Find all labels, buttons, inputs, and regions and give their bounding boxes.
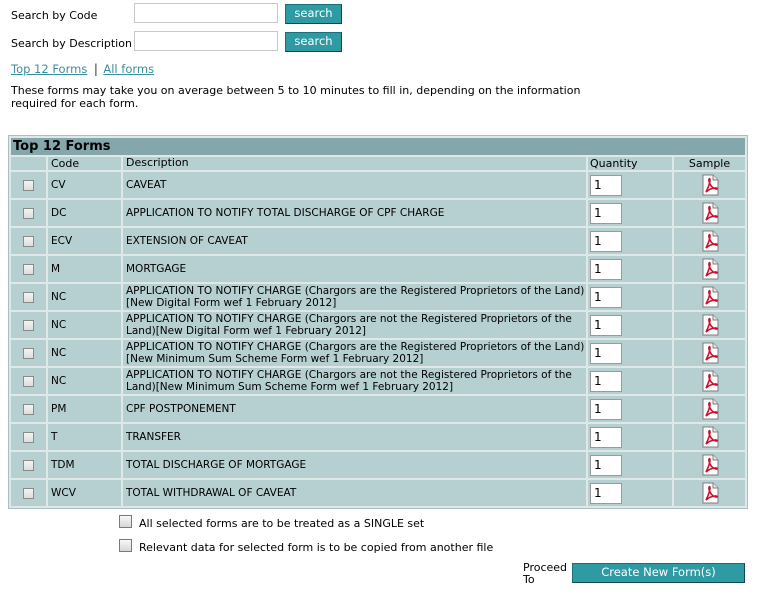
search-code-label: Search by Code (11, 9, 98, 22)
quantity-input[interactable] (590, 371, 622, 392)
quantity-input[interactable] (590, 259, 622, 280)
row-description: APPLICATION TO NOTIFY CHARGE (Chargors are the Registered Proprietors of the Land) [New Digital Form wef 1 February 2012] (123, 284, 586, 310)
proceed-label-line: Proceed (523, 561, 568, 574)
row-description: MORTGAGE (123, 256, 586, 282)
pdf-icon[interactable] (699, 314, 721, 336)
pdf-icon[interactable] (699, 398, 721, 420)
pdf-icon[interactable] (699, 342, 721, 364)
copy-data-label: Relevant data for selected form is to be copied from another file (139, 541, 494, 554)
quantity-input[interactable] (590, 175, 622, 196)
row-code: WCV (48, 480, 121, 506)
row-code: TDM (48, 452, 121, 478)
row-select-checkbox[interactable] (23, 404, 34, 415)
single-set-checkbox[interactable] (119, 515, 132, 528)
quantity-input[interactable] (590, 231, 622, 252)
row-code: NC (48, 340, 121, 366)
pdf-icon[interactable] (699, 286, 721, 308)
row-select-checkbox[interactable] (23, 180, 34, 191)
table-row (11, 480, 745, 506)
table-row (11, 340, 745, 366)
row-code: NC (48, 368, 121, 394)
pdf-icon[interactable] (699, 258, 721, 280)
row-description: EXTENSION OF CAVEAT (123, 228, 586, 254)
table-row (11, 172, 745, 198)
row-description: APPLICATION TO NOTIFY TOTAL DISCHARGE OF CPF CHARGE (123, 200, 586, 226)
top12-forms-link[interactable]: Top 12 Forms (11, 62, 88, 76)
search-description-label: Search by Description (11, 37, 132, 50)
row-select-checkbox[interactable] (23, 376, 34, 387)
pdf-icon[interactable] (699, 454, 721, 476)
header-sample: Sample (674, 157, 745, 170)
proceed-label-line: To (523, 573, 535, 586)
table-row (11, 424, 745, 450)
row-select-checkbox[interactable] (23, 236, 34, 247)
info-note-line: These forms may take you on average between 5 to 10 minutes to fill in, depending on the information (11, 84, 581, 97)
row-code: PM (48, 396, 121, 422)
row-description: APPLICATION TO NOTIFY CHARGE (Chargors are not the Registered Proprietors of the Land)[New Minimum Sum Scheme Form wef 1 February 2012] (123, 368, 586, 394)
row-select-checkbox[interactable] (23, 348, 34, 359)
header-description: Description (123, 157, 586, 170)
row-description: CPF POSTPONEMENT (123, 396, 586, 422)
row-description: APPLICATION TO NOTIFY CHARGE (Chargors are not the Registered Proprietors of the Land)[New Digital Form wef 1 February 2012] (123, 312, 586, 338)
table-row (11, 256, 745, 282)
pdf-icon[interactable] (699, 202, 721, 224)
quantity-input[interactable] (590, 399, 622, 420)
table-row (11, 228, 745, 254)
quantity-input[interactable] (590, 287, 622, 308)
pdf-icon[interactable] (699, 174, 721, 196)
quantity-input[interactable] (590, 343, 622, 364)
row-description: CAVEAT (123, 172, 586, 198)
forms-table (8, 135, 748, 509)
row-code: NC (48, 312, 121, 338)
copy-data-checkbox[interactable] (119, 539, 132, 552)
create-new-forms-button[interactable]: Create New Form(s) (572, 563, 745, 583)
row-code: ECV (48, 228, 121, 254)
table-row (11, 452, 745, 478)
row-select-checkbox[interactable] (23, 264, 34, 275)
pdf-icon[interactable] (699, 230, 721, 252)
header-code: Code (48, 157, 121, 170)
quantity-input[interactable] (590, 483, 622, 504)
pdf-icon[interactable] (699, 482, 721, 504)
row-description: TRANSFER (123, 424, 586, 450)
single-set-label: All selected forms are to be treated as a SINGLE set (139, 517, 425, 530)
pdf-icon[interactable] (699, 370, 721, 392)
info-note-line: required for each form. (11, 96, 139, 110)
table-title: Top 12 Forms (11, 138, 745, 155)
table-row (11, 368, 745, 394)
table-row (11, 284, 745, 310)
row-select-checkbox[interactable] (23, 320, 34, 331)
row-code: T (48, 424, 121, 450)
row-code: M (48, 256, 121, 282)
row-description: TOTAL WITHDRAWAL OF CAVEAT (123, 480, 586, 506)
row-select-checkbox[interactable] (23, 488, 34, 499)
header-select (11, 157, 46, 170)
row-description: APPLICATION TO NOTIFY CHARGE (Chargors are the Registered Proprietors of the Land)[New Minimum Sum Scheme Form wef 1 February 2012] (123, 340, 586, 366)
row-select-checkbox[interactable] (23, 208, 34, 219)
row-code: NC (48, 284, 121, 310)
table-row (11, 396, 745, 422)
row-select-checkbox[interactable] (23, 292, 34, 303)
quantity-input[interactable] (590, 203, 622, 224)
row-select-checkbox[interactable] (23, 432, 34, 443)
quantity-input[interactable] (590, 427, 622, 448)
table-row (11, 200, 745, 226)
search-description-input[interactable] (134, 31, 278, 51)
proceed-label (523, 562, 567, 586)
quantity-input[interactable] (590, 455, 622, 476)
row-description: TOTAL DISCHARGE OF MORTGAGE (123, 452, 586, 478)
search-code-input[interactable] (134, 3, 278, 23)
header-quantity: Quantity (588, 157, 672, 170)
row-code: DC (48, 200, 121, 226)
pdf-icon[interactable] (699, 426, 721, 448)
search-code-button[interactable]: search (285, 4, 342, 24)
row-select-checkbox[interactable] (23, 460, 34, 471)
all-forms-link[interactable]: All forms (103, 62, 155, 76)
search-description-button[interactable]: search (285, 32, 342, 52)
nav-separator: | (93, 62, 98, 76)
row-code: CV (48, 172, 121, 198)
table-row (11, 312, 745, 338)
info-note (11, 85, 580, 110)
quantity-input[interactable] (590, 315, 622, 336)
